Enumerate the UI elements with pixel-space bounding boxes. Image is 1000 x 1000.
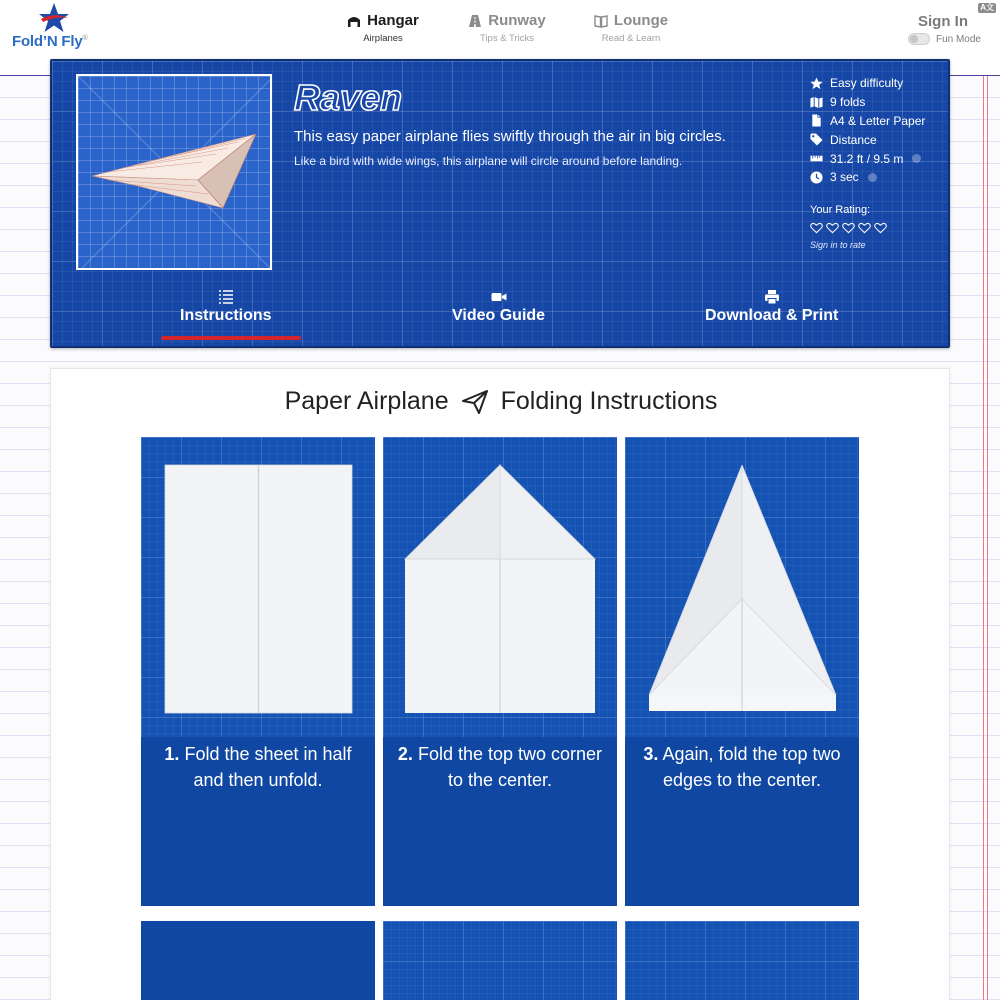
active-tab-underline <box>161 336 301 340</box>
step-text: 2. Fold the top two corner to the center. <box>397 744 603 790</box>
star-icon <box>810 77 823 90</box>
plane-name: Raven <box>294 77 403 118</box>
list-icon <box>218 289 234 305</box>
step-card <box>625 437 859 906</box>
spec-category: Distance <box>810 130 950 149</box>
notebook-margin-line <box>983 76 984 1000</box>
nav-lounge[interactable] <box>576 12 686 44</box>
hangar-icon <box>347 14 361 28</box>
nav-hangar-label: Hangar <box>367 12 419 29</box>
heart-icon[interactable] <box>874 222 887 234</box>
language-badge[interactable]: A文 <box>980 3 994 12</box>
step-card <box>141 921 375 1000</box>
fun-mode-control <box>908 33 981 45</box>
step-text: 1. Fold the sheet in half and then unfold. <box>164 744 352 790</box>
plane-specs <box>810 74 950 187</box>
heart-icon[interactable] <box>858 222 871 234</box>
nav-runway-label: Runway <box>488 12 546 29</box>
step-photo <box>625 437 859 737</box>
step-card <box>383 437 617 906</box>
sign-in-link[interactable]: Sign In <box>918 13 968 30</box>
heart-icon[interactable] <box>842 222 855 234</box>
document-icon <box>810 114 823 127</box>
notebook-margin-line <box>987 76 988 1000</box>
map-icon <box>810 96 823 109</box>
book-icon <box>594 14 608 28</box>
nav-hangar[interactable] <box>328 12 438 44</box>
runway-icon <box>468 14 482 28</box>
tab-download-print[interactable] <box>705 289 838 325</box>
heart-icon[interactable] <box>810 222 823 234</box>
step-photo <box>141 437 375 737</box>
printer-icon <box>764 289 780 305</box>
step-photo <box>383 437 617 737</box>
spec-difficulty: Easy difficulty <box>810 74 950 93</box>
clock-icon <box>810 171 823 184</box>
section-title-right: Folding Instructions <box>500 387 718 415</box>
fun-mode-toggle[interactable] <box>908 33 930 45</box>
folded-sheet-illustration <box>625 437 859 737</box>
rating-label: Your Rating: <box>810 204 871 216</box>
plane-thumbnail <box>76 74 272 270</box>
step-card <box>141 437 375 906</box>
plane-tagline: This easy paper airplane flies swiftly through the air in big circles. <box>294 128 726 145</box>
step-card <box>625 921 859 1000</box>
tab-instructions-label: Instructions <box>180 307 272 324</box>
section-title <box>51 387 951 416</box>
plane-hero-card <box>50 59 950 348</box>
fun-mode-label: Fun Mode <box>935 33 981 45</box>
tab-video-guide-label: Video Guide <box>452 307 546 324</box>
paper-plane-icon <box>461 388 489 416</box>
heart-icon[interactable] <box>826 222 839 234</box>
paper-plane-illustration <box>78 76 272 270</box>
nav-hangar-sub: Airplanes <box>363 33 403 44</box>
plane-description: Like a bird with wide wings, this airplane will circle around before landing. <box>294 154 683 168</box>
spec-folds: 9 folds <box>810 93 950 112</box>
sign-in-to-rate-link[interactable]: Sign in to rate <box>810 240 866 250</box>
section-title-left: Paper Airplane <box>284 387 449 415</box>
nav-runway[interactable] <box>452 12 562 44</box>
tag-icon <box>810 133 823 146</box>
step-text: 3. Again, fold the top two edges to the center. <box>643 744 841 790</box>
tab-video-guide[interactable] <box>452 289 545 325</box>
instructions-panel <box>50 368 950 1000</box>
tab-download-print-label: Download & Print <box>705 307 839 324</box>
star-logo-icon <box>38 2 70 34</box>
nav-lounge-sub: Read & Learn <box>601 33 661 44</box>
video-icon <box>491 289 507 305</box>
spec-time: 3 sec <box>810 168 950 187</box>
step-card <box>383 921 617 1000</box>
nav-lounge-label: Lounge <box>613 12 669 29</box>
folded-sheet-illustration <box>383 437 617 737</box>
brand-name: Fold’N Fly® <box>12 33 88 50</box>
rating-hearts <box>810 222 887 234</box>
brand-logo[interactable] <box>10 2 110 54</box>
ruler-icon <box>810 152 823 165</box>
spec-paper: A4 & Letter Paper <box>810 112 950 131</box>
spec-distance: 31.2 ft / 9.5 m <box>810 149 950 168</box>
info-icon[interactable] <box>912 154 921 163</box>
tab-instructions[interactable] <box>180 289 272 325</box>
nav-runway-sub: Tips & Tricks <box>479 33 534 44</box>
info-icon[interactable] <box>868 173 877 182</box>
folded-sheet-illustration <box>141 437 375 737</box>
